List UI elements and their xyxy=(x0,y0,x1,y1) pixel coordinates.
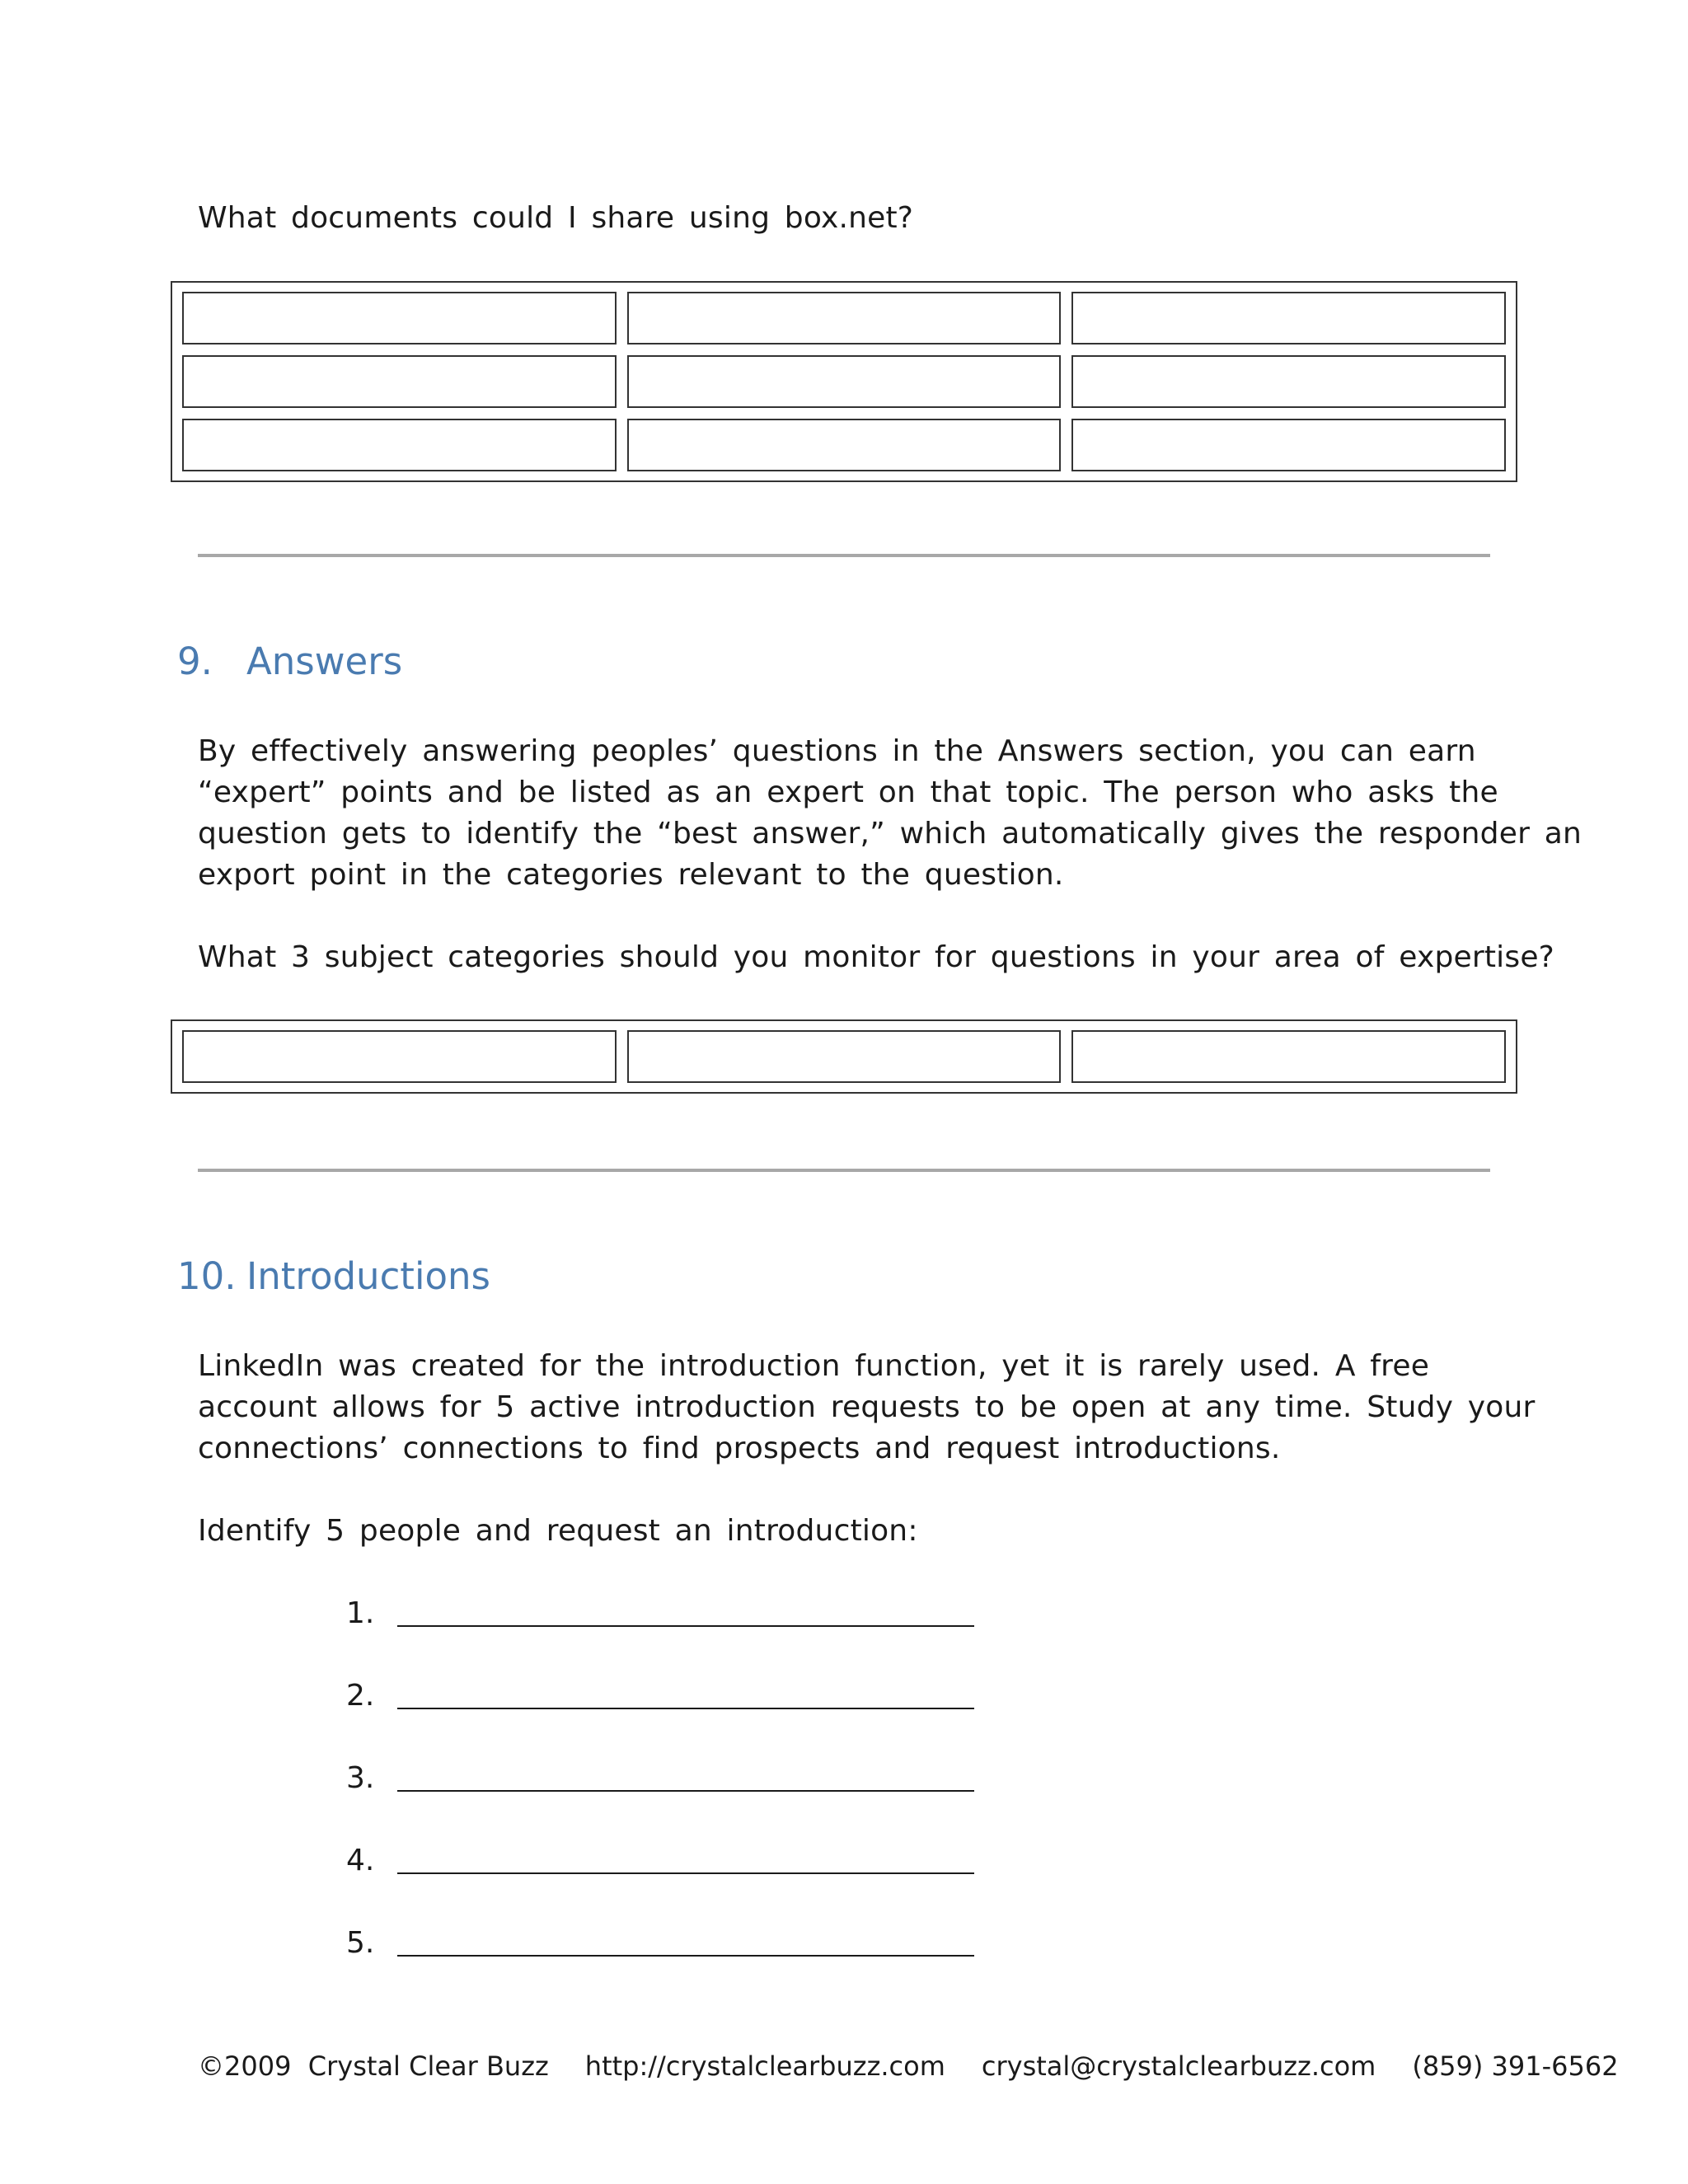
footer-copyright: ©2009 Crystal Clear Buzz xyxy=(198,2050,549,2082)
section-title: Introductions xyxy=(246,1254,490,1298)
paragraph-line: By effectively answering peoples’ questions in the Answers section, you can earn xyxy=(198,734,1476,768)
paragraph-line: LinkedIn was created for the introduction function, yet it is rarely used. A free xyxy=(198,1349,1430,1383)
fill-in-line[interactable] xyxy=(397,1790,974,1792)
answer-cell[interactable] xyxy=(182,292,617,344)
answer-cell[interactable] xyxy=(182,355,617,408)
section-heading-introductions xyxy=(177,1252,490,1301)
documents-answer-grid xyxy=(171,281,1517,482)
answer-cell[interactable] xyxy=(1071,355,1506,408)
categories-question: What 3 subject categories should you monitor for questions in your area of expertise? xyxy=(198,940,1554,974)
fill-in-line[interactable] xyxy=(397,1625,974,1627)
paragraph-line: question gets to identify the “best answer,” which automatically gives the responder an xyxy=(198,817,1582,851)
introductions-prompt: Identify 5 people and request an introduction: xyxy=(198,1514,918,1548)
answer-cell[interactable] xyxy=(1071,1030,1506,1083)
list-number: 3. xyxy=(346,1761,375,1795)
introductions-paragraph xyxy=(198,1346,1536,1469)
grid-row xyxy=(182,419,1506,471)
list-item xyxy=(346,1675,397,1717)
paragraph-line: connections’ connections to find prospects and request introductions. xyxy=(198,1432,1281,1465)
answer-cell[interactable] xyxy=(1071,292,1506,344)
section-number: 10. xyxy=(177,1254,237,1298)
list-number: 4. xyxy=(346,1844,375,1877)
grid-row xyxy=(182,292,1506,344)
paragraph-line: export point in the categories relevant to the question. xyxy=(198,858,1064,892)
answer-cell[interactable] xyxy=(182,1030,617,1083)
footer-email-link[interactable]: crystal@crystalclearbuzz.com xyxy=(981,2050,1376,2082)
paragraph-line: “expert” points and be listed as an expert on that topic. The person who asks the xyxy=(198,776,1498,809)
list-number: 5. xyxy=(346,1926,375,1960)
footer-website-link[interactable]: http://crystalclearbuzz.com xyxy=(584,2050,945,2082)
section-heading-answers xyxy=(177,637,402,687)
fill-in-line[interactable] xyxy=(397,1955,974,1957)
section-number: 9. xyxy=(177,640,213,683)
list-item xyxy=(346,1923,397,1964)
categories-answer-grid xyxy=(171,1019,1517,1094)
list-item xyxy=(346,1593,397,1634)
list-number: 1. xyxy=(346,1596,375,1630)
answer-cell[interactable] xyxy=(627,292,1062,344)
boxnet-question: What documents could I share using box.net? xyxy=(198,201,914,235)
answer-cell[interactable] xyxy=(627,355,1062,408)
fill-in-line[interactable] xyxy=(397,1708,974,1709)
grid-row xyxy=(182,1030,1506,1083)
answer-cell[interactable] xyxy=(627,419,1062,471)
list-number: 2. xyxy=(346,1679,375,1713)
paragraph-line: account allows for 5 active introduction requests to be open at any time. Study your xyxy=(198,1390,1536,1424)
fill-in-line[interactable] xyxy=(397,1872,974,1874)
answers-paragraph xyxy=(198,731,1582,896)
section-divider xyxy=(198,1169,1490,1172)
section-title: Answers xyxy=(246,640,403,683)
answer-cell[interactable] xyxy=(182,419,617,471)
footer-phone: (859) 391-6562 xyxy=(1412,2050,1619,2082)
section-divider xyxy=(198,554,1490,557)
page-footer xyxy=(198,2048,1619,2084)
answer-cell[interactable] xyxy=(627,1030,1062,1083)
answer-cell[interactable] xyxy=(1071,419,1506,471)
grid-row xyxy=(182,355,1506,408)
list-item xyxy=(346,1758,397,1799)
list-item xyxy=(346,1840,397,1882)
